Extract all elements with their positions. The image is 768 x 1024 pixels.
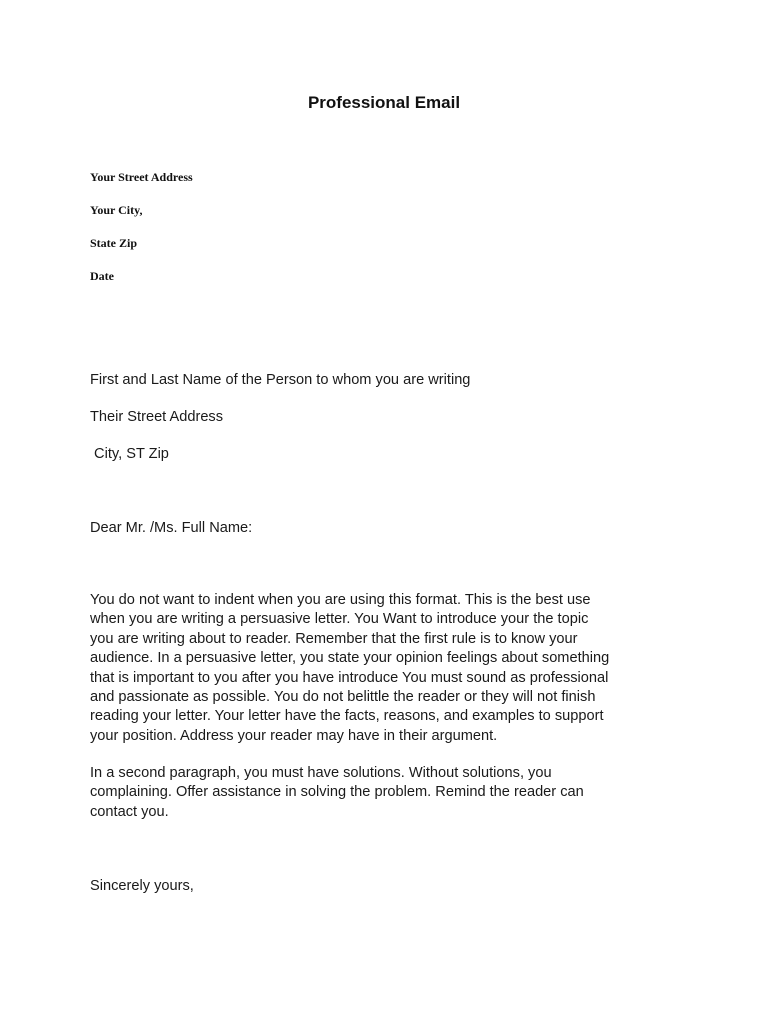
recipient-street: Their Street Address: [90, 409, 224, 425]
paragraph-line: complaining. Offer assistance in solving the problem. Remind the reader can: [90, 784, 584, 801]
paragraph-line: and passionate as possible. You do not belittle the reader or they will not finish: [90, 689, 596, 706]
paragraph-line: when you are writing a persuasive letter. You Want to introduce your the topic: [90, 611, 589, 628]
paragraph-line: You do not want to indent when you are using this format. This is the best use: [90, 592, 591, 608]
sender-state-zip: State Zip: [90, 236, 138, 250]
paragraph-line: reading your letter. Your letter have the facts, reasons, and examples to support: [90, 708, 604, 725]
paragraph-line: audience. In a persuasive letter, you state your opinion feelings about something: [90, 650, 610, 667]
recipient-city-state-zip: City, ST Zip: [90, 446, 169, 462]
body-paragraph-2: [90, 764, 680, 822]
document-title: Professional Email: [307, 93, 461, 112]
paragraph-line: you are writing about to reader. Remember that the first rule is to know your: [90, 630, 578, 647]
paragraph-line: your position. Address your reader may have in their argument.: [90, 727, 498, 744]
salutation: Dear Mr. /Ms. Full Name:: [90, 520, 253, 536]
paragraph-line: contact you.: [90, 803, 169, 820]
recipient-name: First and Last Name of the Person to whom you are writing: [90, 372, 471, 388]
body-paragraph-1: [90, 591, 680, 746]
paragraph-line: In a second paragraph, you must have solutions. Without solutions, you: [90, 765, 552, 781]
sender-city: Your City,: [90, 203, 143, 217]
sender-street: Your Street Address: [90, 170, 193, 184]
closing: Sincerely yours,: [90, 878, 194, 894]
letter-date: Date: [90, 269, 114, 283]
paragraph-line: that is important to you after you have introduce You must sound as professional: [90, 669, 609, 686]
